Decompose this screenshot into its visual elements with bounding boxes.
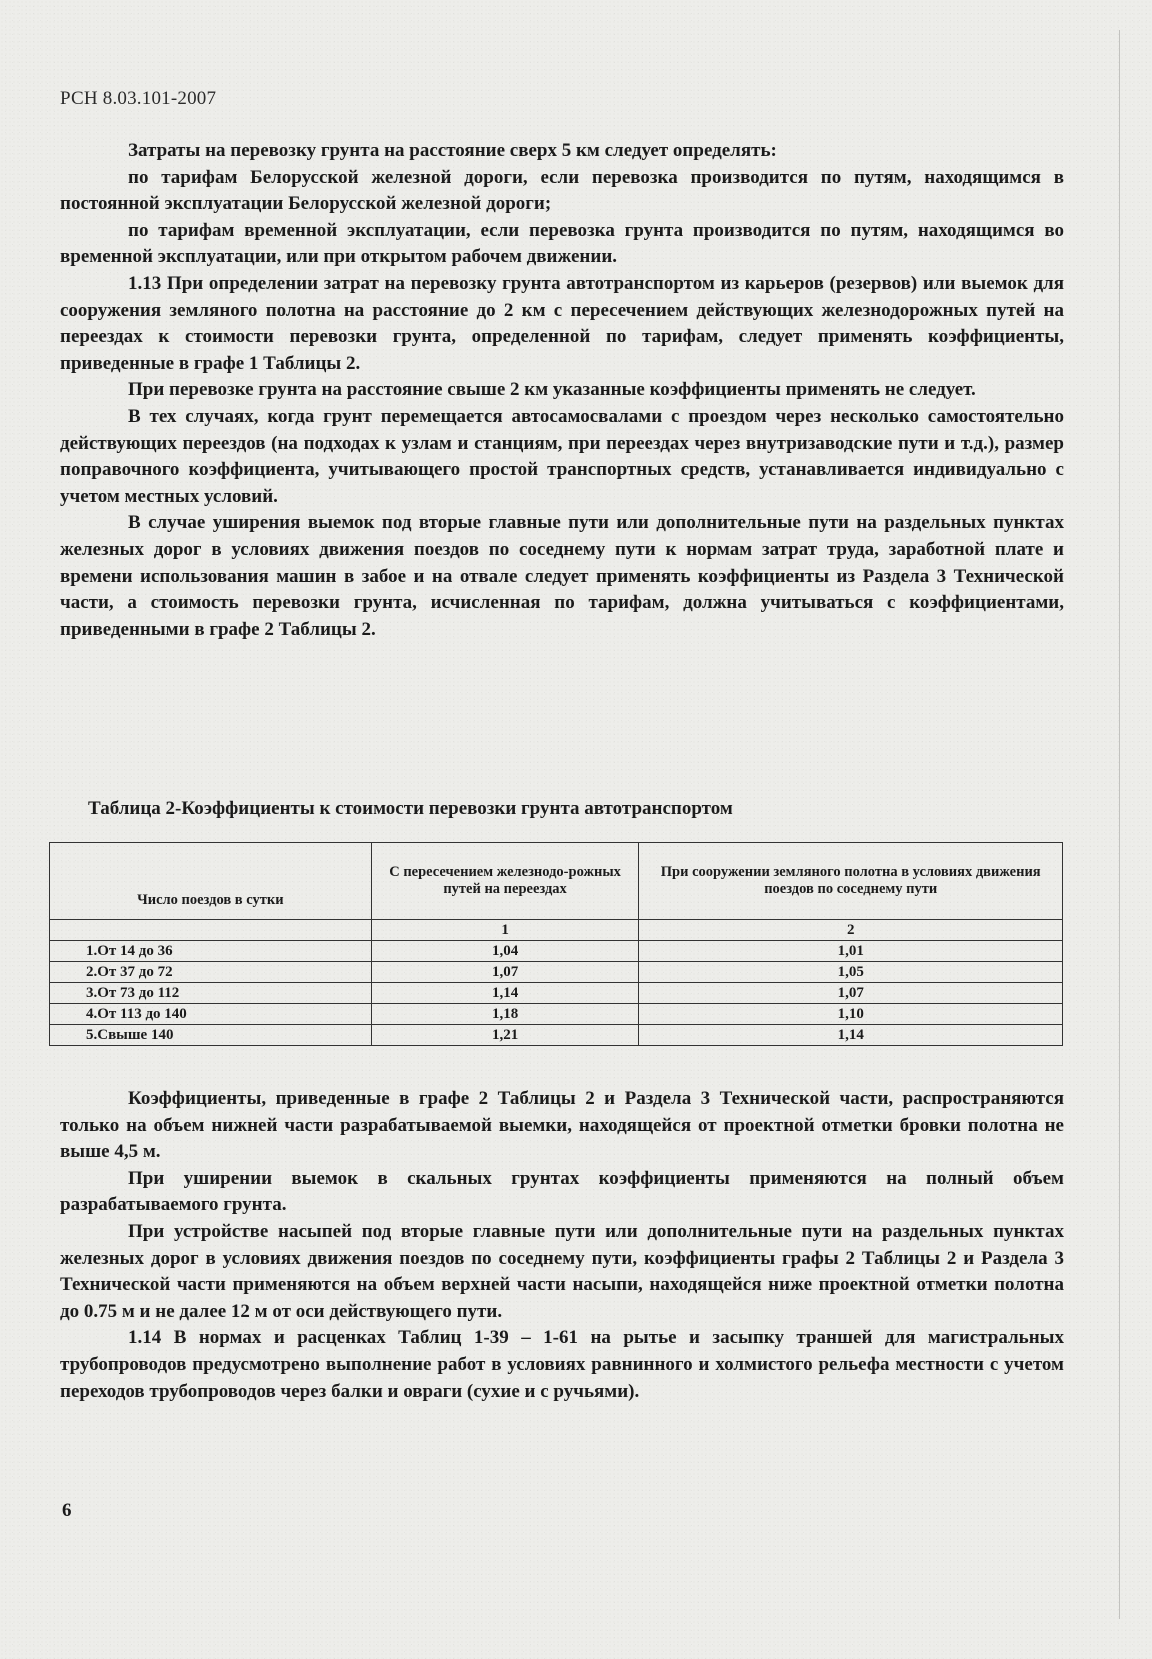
header-adjacent-track: При сооружении земляного полотна в условиях движения поездов по соседнему пути [639, 843, 1063, 920]
cell-value: 1,14 [639, 1025, 1063, 1046]
cell-value: 1,01 [639, 941, 1063, 962]
cell-value: 1,10 [639, 1004, 1063, 1025]
page-number: 6 [62, 1500, 72, 1521]
header-trains-per-day: Число поездов в сутки [50, 843, 372, 920]
paragraph: по тарифам временной эксплуатации, если перевозка грунта производится по путям, находящимся во временной эксплуатации, или при открытом рабочем движении. [60, 219, 1064, 268]
cell-value: 1,07 [371, 962, 639, 983]
table-title: Таблица 2-Коэффициенты к стоимости перевозки грунта автотранспортом [88, 798, 733, 819]
scan-edge-line [1119, 30, 1120, 1619]
table-row [50, 983, 1063, 1004]
table-row [50, 962, 1063, 983]
document-code: РСН 8.03.101-2007 [60, 88, 217, 109]
row-label: 4.От 113 до 140 [50, 1004, 372, 1025]
row-label: 5.Свыше 140 [50, 1025, 372, 1046]
column-number-row [50, 920, 1063, 941]
section-text-lower [60, 1086, 1064, 1405]
row-label: 3.От 73 до 112 [50, 983, 372, 1004]
coefficients-table [49, 842, 1063, 1046]
row-label: 2.От 37 до 72 [50, 962, 372, 983]
cell-value: 1,21 [371, 1025, 639, 1046]
paragraph-1-14: 1.14 В нормах и расценках Таблиц 1-39 – 1-61 на рытье и засыпку траншей для магистральных трубопроводов предусмотрено выполнение работ в условиях равнинного и холмистого рельефа местности с учетом переходов трубопроводов через балки и овраги (сухие и с ручьями). [60, 1327, 1064, 1402]
column-number: 1 [371, 920, 639, 941]
cell-value: 1,18 [371, 1004, 639, 1025]
section-text-upper [60, 138, 1064, 643]
paragraph: При устройстве насыпей под вторые главные пути или дополнительные пути на раздельных пунктах железных дорог в условиях движения поездов по соседнему пути, коэффициенты графы 2 Таблицы 2 и Раздела 3 Технической части применяются на объем верхней части насыпи, находящейся ниже проектной отметки полотна до 0.75 м и не далее 12 м от оси действующего пути. [60, 1220, 1064, 1322]
column-number [50, 920, 372, 941]
paragraph: Затраты на перевозку грунта на расстояние сверх 5 км следует определять: [128, 140, 777, 161]
paragraph: При перевозке грунта на расстояние свыше 2 км указанные коэффициенты применять не следует. [128, 379, 976, 401]
paragraph: При уширении выемок в скальных грунтах коэффициенты применяются на полный объем разрабатываемого грунта. [60, 1167, 1064, 1216]
row-label: 1.От 14 до 36 [50, 941, 372, 962]
table-header-row [50, 843, 1063, 920]
header-railway-crossings: С пересечением железнодо-рожных путей на переездах [371, 843, 639, 920]
paragraph: В случае уширения выемок под вторые главные пути или дополнительные пути на раздельных пунктах железных дорог в условиях движения поездов по соседнему пути к нормам затрат труда, заработной плате и времени использования машин в забое и на отвале следует применять коэффициенты из Раздела 3 Технической части, а стоимость перевозки грунта, исчисленная по тарифам, должна учитываться с коэффициентами, приведенными в графе 2 Таблицы 2. [60, 512, 1064, 640]
table-row [50, 1004, 1063, 1025]
paragraph: по тарифам Белорусской железной дороги, если перевозка производится по путям, находящимся в постоянной эксплуатации Белорусской железной дороги; [60, 166, 1064, 215]
cell-value: 1,05 [639, 962, 1063, 983]
paragraph-1-13: 1.13 При определении затрат на перевозку грунта автотранспортом из карьеров (резервов) или выемок для сооружения земляного полотна на расстояние до 2 км с пересечением действующих железнодорожных путей на переездах к стоимости перевозки грунта, определенной по тарифам, следует применять коэффициенты, приведенные в графе 1 Таблицы 2. [60, 272, 1064, 374]
cell-value: 1,04 [371, 941, 639, 962]
column-number: 2 [639, 920, 1063, 941]
table-row [50, 941, 1063, 962]
paragraph: В тех случаях, когда грунт перемещается автосамосвалами с проездом через несколько самостоятельно действующих переездов (на подходах к узлам и станциям, при переездах через внутризаводские пути и т.д.), размер поправочного коэффициента, учитывающего простой транспортных средств, устанавливается индивидуально с учетом местных условий. [60, 405, 1064, 507]
cell-value: 1,07 [639, 983, 1063, 1004]
paragraph: Коэффициенты, приведенные в графе 2 Таблицы 2 и Раздела 3 Технической части, распространяются только на объем нижней части разрабатываемой выемки, находящейся от проектной отметки бровки полотна не выше 4,5 м. [60, 1088, 1064, 1163]
cell-value: 1,14 [371, 983, 639, 1004]
table-row [50, 1025, 1063, 1046]
